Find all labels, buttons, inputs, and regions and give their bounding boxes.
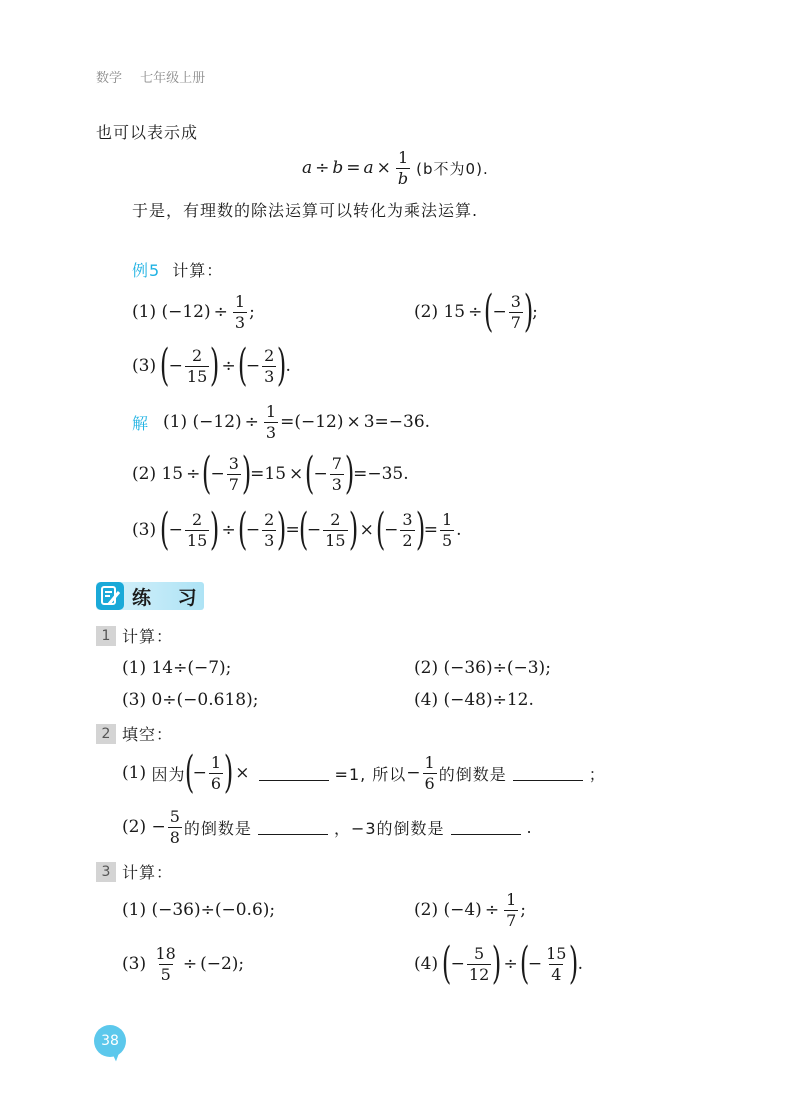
q2-1-blank-1[interactable]: [259, 766, 329, 781]
solution-2: (2) 15 ÷ ( − $\frac{3}{7}$ ) =15 × ( − $\frac{7}{3}$ ) =−35.: [132, 448, 409, 499]
exercise-q1-heading: [96, 624, 173, 647]
q3-number-badge: 3: [96, 862, 116, 882]
q3-prompt: 计算：: [122, 863, 174, 882]
q3-item-3: (3) $\frac{18}{5}$ ÷ (−2);: [122, 943, 245, 984]
intro-text: 也可以表示成: [96, 123, 199, 142]
q3-item-2: (2) (−4) ÷ $\frac{1}{7}$ ;: [414, 889, 526, 930]
formula-condition: (b不为0).: [416, 159, 489, 178]
example-prompt: 计算：: [172, 261, 224, 280]
q1-item-2: (2) (−36)÷(−3);: [414, 658, 551, 678]
q2-prompt: 填空：: [122, 725, 174, 744]
q2-2-end: .: [526, 817, 533, 837]
q2-2-blank-1[interactable]: [258, 820, 328, 835]
example-label: 例5: [132, 261, 161, 280]
q2-1-blank-2[interactable]: [513, 766, 583, 781]
page-header: [96, 67, 205, 86]
division-formula: a ÷ b = a × $\frac{1}{b}$ (b不为0).: [302, 147, 489, 188]
q2-item-1: (1) 因为 ( − $\frac{1}{6}$ ) × =1, 所以 − $\frac{1}{6}$ 的倒数是 ；: [122, 747, 606, 798]
pencil-note-icon: [96, 582, 124, 610]
conclusion-text: 于是，有理数的除法运算可以转化为乘法运算.: [132, 201, 479, 220]
example-item-3: (3) ( − $\frac{2}{15}$ ) ÷ ( − $\frac{2}{3}$ ) .: [132, 340, 291, 391]
q1-prompt: 计算：: [122, 627, 174, 646]
q2-2-blank-2[interactable]: [451, 820, 521, 835]
q2-2-reciprocal: 的倒数是: [183, 818, 252, 838]
header-subject: 数学: [96, 71, 123, 86]
q2-1-so: =1, 所以: [334, 764, 407, 784]
page-number: 38: [94, 1025, 126, 1057]
q2-1-reciprocal: 的倒数是: [438, 764, 507, 784]
example-item-2: (2) 15 ÷ ( − $\frac{3}{7}$ ) ;: [414, 286, 538, 337]
exercise-q3-heading: [96, 860, 173, 883]
example-item-1: (1) (−12) ÷ $\frac{1}{3}$ ;: [132, 291, 255, 332]
solution-3: (3) ( − $\frac{2}{15}$ ) ÷ ( − $\frac{2}{3}$ ) = ( − $\frac{2}{15}$ ) × ( − $\frac{3}{2}$ ) = $\frac{1}{5}$ .: [132, 504, 462, 555]
q1-item-1: (1) 14÷(−7);: [122, 658, 232, 678]
q2-1-end: ；: [588, 764, 606, 784]
header-book: 七年级上册: [140, 71, 206, 86]
q2-1-because: 因为: [151, 764, 186, 784]
q1-number-badge: 1: [96, 626, 116, 646]
q2-2-minus3: ，−3的倒数是: [333, 818, 445, 838]
q3-item-1: (1) (−36)÷(−0.6);: [122, 900, 276, 920]
q2-item-2: (2) − $\frac{5}{8}$ 的倒数是 ，−3的倒数是 .: [122, 806, 533, 847]
q1-item-4: (4) (−48)÷12.: [414, 690, 534, 710]
q2-number-badge: 2: [96, 724, 116, 744]
solution-1: 解 (1) (−12) ÷ $\frac{1}{3}$ =(−12) × 3=−36.: [132, 401, 431, 442]
q3-item-4: (4) ( − $\frac{5}{12}$ ) ÷ ( − $\frac{15}{4}$ ) .: [414, 938, 584, 989]
exercise-title: 练 习: [132, 587, 207, 609]
solution-label: 解: [132, 413, 150, 433]
exercise-q2-heading: [96, 722, 173, 745]
q1-item-3: (3) 0÷(−0.618);: [122, 690, 259, 710]
example-heading: [132, 258, 223, 281]
